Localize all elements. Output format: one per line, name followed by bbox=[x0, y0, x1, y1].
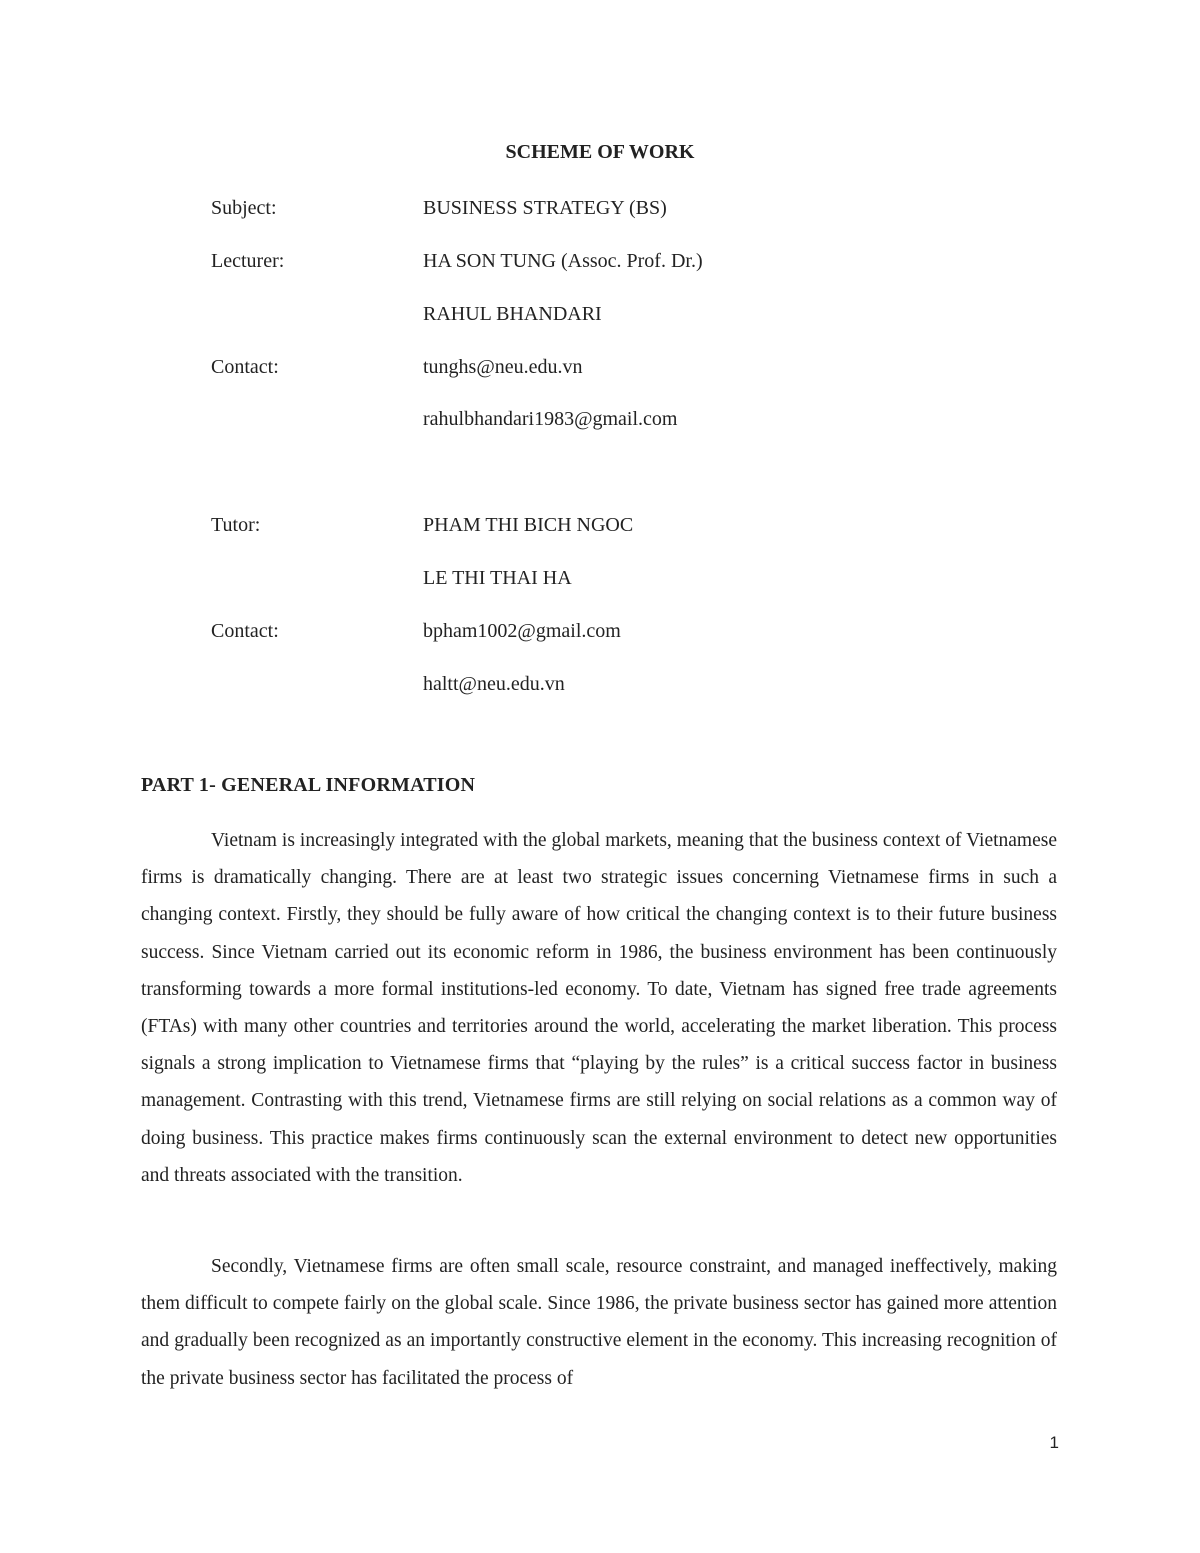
body-paragraph: Vietnam is increasingly integrated with the global markets, meaning that the business context of Vietnamese firms is dramatically changing. There are at least two strategic issues concerning Vietnamese firms in such a changing context. Firstly, they should be fully aware of how critical the changing context is to their future business success. Since Vietnam carried out its economic reform in 1986, the business environment has been continuously transforming towards a more formal institutions-led economy. To date, Vietnam has signed free trade agreements (FTAs) with many other countries and territories around the world, accelerating the market liberation. This process signals a strong implication to Vietnamese firms that “playing by the rules” is a critical success factor in business management. Contrasting with this trend, Vietnamese firms are still relying on social relations as a common way of doing business. This practice makes firms continuously scan the external environment to detect new opportunities and threats associated with the transition. bbox=[141, 830, 1057, 1186]
info-value: tunghs@neu.edu.vn bbox=[423, 356, 583, 378]
info-label: Tutor: bbox=[211, 514, 261, 536]
info-value: PHAM THI BICH NGOC bbox=[423, 514, 634, 536]
document-title: SCHEME OF WORK bbox=[505, 141, 695, 163]
info-value: BUSINESS STRATEGY (BS) bbox=[423, 197, 667, 219]
info-label: Contact: bbox=[211, 356, 279, 378]
section-heading: PART 1- GENERAL INFORMATION bbox=[141, 774, 476, 796]
info-value: HA SON TUNG (Assoc. Prof. Dr.) bbox=[423, 250, 703, 272]
info-value: bpham1002@gmail.com bbox=[423, 620, 621, 642]
info-label: Lecturer: bbox=[211, 250, 285, 272]
page-number: 1 bbox=[1049, 1433, 1059, 1452]
info-value: LE THI THAI HA bbox=[423, 567, 572, 589]
info-label: Subject: bbox=[211, 197, 277, 219]
info-label: Contact: bbox=[211, 620, 279, 642]
info-value: haltt@neu.edu.vn bbox=[423, 673, 565, 695]
info-value: RAHUL BHANDARI bbox=[423, 303, 602, 325]
body-paragraph: Secondly, Vietnamese firms are often small scale, resource constraint, and managed ineffectively, making them difficult to compete fairly on the global scale. Since 1986, the private business sector has gained more attention and gradually been recognized as an importantly constructive element in the economy. This increasing recognition of the private business sector has facilitated the process of bbox=[141, 1256, 1057, 1389]
info-value: rahulbhandari1983@gmail.com bbox=[423, 408, 678, 430]
